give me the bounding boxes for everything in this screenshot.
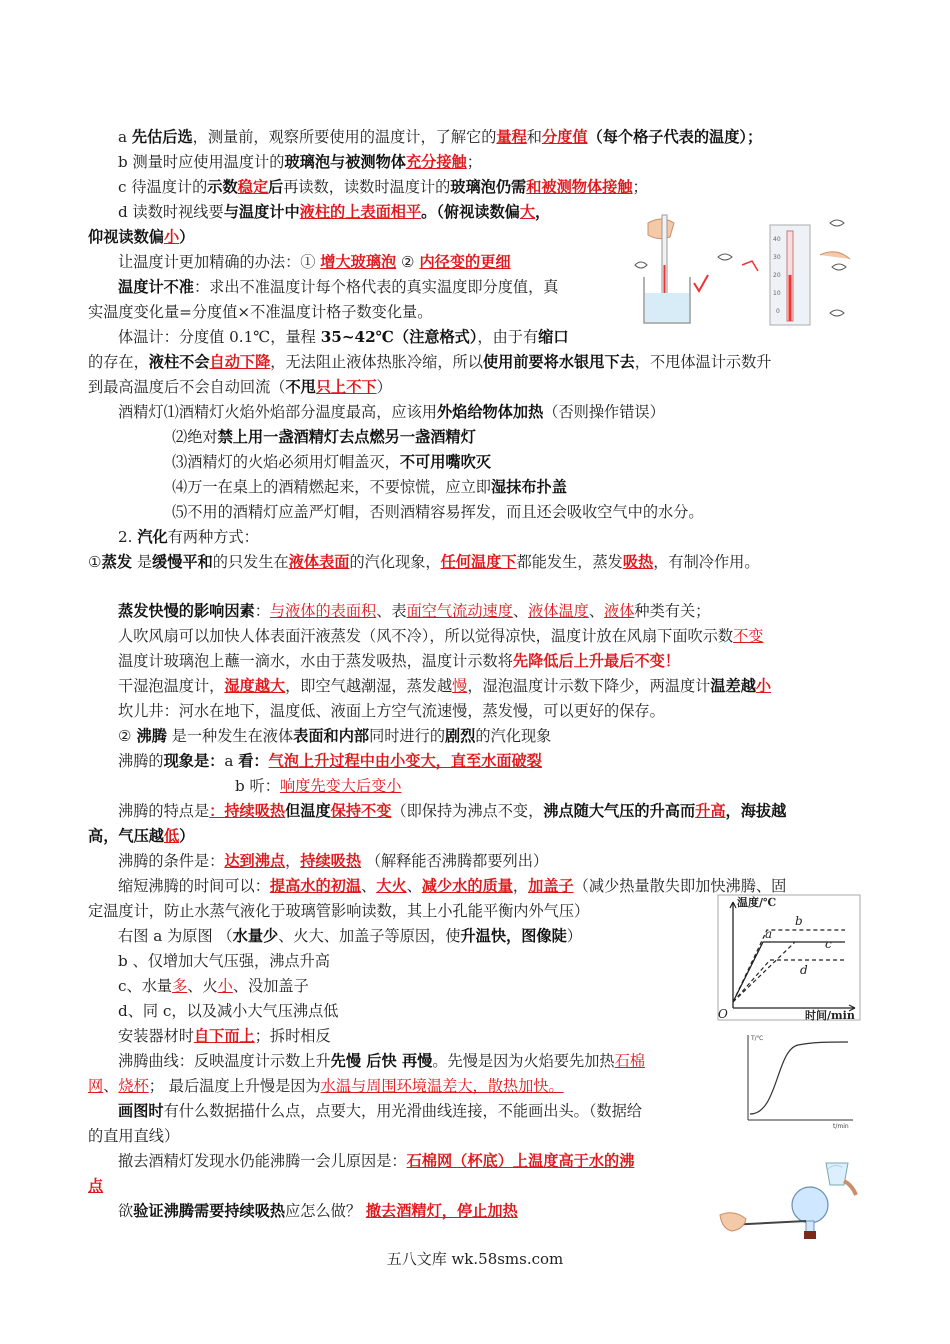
text: 的汽化现象 (475, 727, 552, 745)
text-line (118, 674, 771, 698)
key-term: 液柱的上表面相平 (299, 203, 422, 221)
key-term: 自动下降 (209, 353, 271, 371)
text-line (88, 1074, 564, 1098)
text: 的存在， (88, 353, 149, 371)
text-line (88, 375, 392, 399)
text-line (118, 874, 786, 898)
text-line (172, 450, 491, 474)
text: ⑶酒精灯的火焰必须用灯帽盖灭， (172, 453, 400, 471)
key-term: 达到沸点 (224, 852, 286, 870)
curve-label-d: d (800, 963, 808, 977)
text: 沸腾的条件是： (118, 852, 225, 870)
text-line (118, 200, 550, 224)
bold-text: 缓慢平和 (152, 553, 213, 571)
svg-text:20: 20 (773, 272, 781, 279)
key-term: 撤去酒精灯，停止加热 (365, 1202, 518, 1220)
bold-text: 禁上用一盏酒精灯去点燃另一盏酒精灯 (217, 428, 476, 446)
x-axis-label: t/min (833, 1123, 849, 1130)
text: （即保持为沸点不变， (391, 802, 544, 820)
bold-text: 先估后选 (131, 128, 193, 146)
eye-icon (718, 254, 732, 260)
boiling-curve (750, 1042, 848, 1114)
text: ； 最后温度上升慢是因为 (148, 1077, 321, 1095)
key-term: 内径变的更细 (419, 253, 511, 271)
eye-icon (635, 262, 647, 268)
curve-label-a: a (765, 927, 773, 941)
text: ； (466, 153, 482, 171)
text: 体温计：分度值 0.1℃，量程 (118, 328, 321, 346)
bold-text: 湿抹布扑盖 (490, 478, 567, 496)
text: 实温度变化量=分度值×不准温度计格子数变化量。 (88, 303, 433, 321)
text: 、 (361, 877, 377, 895)
bold-text: 表面和内部 (293, 727, 370, 745)
text: 安装器材时 (118, 1027, 194, 1045)
key-term: 水温与周围环境温差大，散热加快。 (320, 1077, 564, 1095)
text: 的直用直线） (88, 1127, 180, 1145)
curve-label-b: b (795, 914, 803, 928)
text: 酒精灯⑴酒精灯火焰外焰部分温度最高，应该用 (118, 403, 437, 421)
text: 种类有关； (634, 602, 711, 620)
bold-text: 水量少 (232, 927, 279, 945)
bold-text: 升温快，图像陡 (460, 927, 567, 945)
text-line (172, 425, 476, 449)
text: ，即空气越潮湿，蒸发越 (285, 677, 453, 695)
text: ，有制冷作用。 (653, 553, 760, 571)
text-line (118, 325, 569, 349)
text: （解释能否沸腾都要列出） (361, 852, 549, 870)
key-term: 低 (163, 827, 180, 845)
text: 、没加盖子 (232, 977, 309, 995)
key-term: ：持续吸热 (209, 802, 286, 820)
text: 干湿泡温度计， (118, 677, 225, 695)
bold-text: 不可用嘴吹灭 (399, 453, 491, 471)
bold-text: 示数 (207, 178, 238, 196)
text-line (118, 699, 665, 723)
bold-text: 沸腾 (136, 727, 167, 745)
text-line (118, 799, 786, 823)
text: ，测量前，观察所要使用的温度计，了解它的 (192, 128, 497, 146)
key-term: 充分接触 (405, 153, 467, 171)
key-term: 石棉 (614, 1052, 645, 1070)
key-term: 点 (88, 1177, 104, 1195)
bold-text: ） (179, 827, 195, 845)
text: 撤去酒精灯发现水仍能沸腾一会儿原因是： (118, 1152, 407, 1170)
svg-text:30: 30 (773, 254, 781, 261)
text: c 待温度计的 (118, 178, 208, 196)
text-line (118, 150, 482, 174)
text: ；拆时相反 (254, 1027, 331, 1045)
svg-text:0: 0 (776, 308, 780, 315)
text: 让温度计更加精确的办法：① (118, 253, 321, 271)
bold-text: 蒸发 (101, 553, 132, 571)
hand-icon (720, 1213, 746, 1231)
text: 2. (118, 528, 138, 546)
text: 。先慢是因为火焰要先加热 (432, 1052, 615, 1070)
text-line (118, 649, 680, 673)
text-line (118, 1149, 634, 1173)
text: 的汽化现象， (349, 553, 441, 571)
key-term: 只上不下 (315, 378, 377, 396)
bold-text: 看： (238, 752, 269, 770)
bold-text: 但温度 (285, 802, 331, 820)
key-term: 烧杯 (118, 1077, 149, 1095)
text-line (118, 949, 330, 973)
bold-text: 高，气压越 (88, 827, 164, 845)
text: ； (632, 178, 648, 196)
text-line (118, 749, 542, 773)
text: 沸腾的 (118, 752, 164, 770)
text: ，由于有 (477, 328, 539, 346)
text: ⑵绝对 (172, 428, 218, 446)
text-line (118, 1049, 645, 1073)
key-term: 稳定 (237, 178, 269, 196)
text-line (118, 1099, 642, 1123)
eye-icon (830, 310, 844, 316)
text: 、火 (187, 977, 218, 995)
key-term: 提高水的初温 (269, 877, 361, 895)
text: ⑸不用的酒精灯应盖严灯帽，否则酒精容易挥发，而且还会吸收空气中的水分。 (172, 503, 704, 521)
key-term: 大火 (376, 877, 407, 895)
text-line (118, 250, 511, 274)
bold-text: 汽化 (137, 528, 168, 546)
bold-text: ， (535, 203, 551, 221)
bold-text: 沸点随大气压的升高而 (543, 802, 696, 820)
eye-icon (830, 220, 844, 226)
hand-icon (648, 219, 674, 239)
text-line (172, 475, 567, 499)
key-term: 响度先变大后变小 (279, 777, 402, 795)
bold-text: 玻璃泡与被测物体 (284, 153, 406, 171)
text-line (118, 275, 558, 299)
text-line (118, 525, 259, 549)
key-term: 升高 (695, 802, 726, 820)
text-line (118, 175, 648, 199)
text: ：求出不准温度计每个格代表的真实温度即分度值，真 (193, 278, 559, 296)
bold-text: ，海拔越 (725, 802, 787, 820)
thermometer-liquid-icon (789, 275, 792, 321)
text-line (88, 300, 432, 324)
text: 欲 (118, 1202, 134, 1220)
key-term: 面空气流动速度 (406, 602, 513, 620)
text: 、 (512, 602, 529, 620)
bold-text: 先慢 后快 再慢 (330, 1052, 433, 1070)
key-term: 先降低后上升最后不变！ (512, 652, 680, 670)
bold-text: 现象是： (163, 752, 225, 770)
stopper-icon (804, 1231, 816, 1239)
bold-text: 温差越 (710, 677, 756, 695)
text: 坎儿井：河水在地下，温度低、液面上方空气流速慢，蒸发慢，可以更好的保存。 (118, 702, 665, 720)
text: d、同 c，以及减小大气压沸点低 (118, 1002, 339, 1020)
text: 沸腾曲线：反映温度计示数上升 (118, 1052, 331, 1070)
text: a (224, 752, 239, 770)
text: 到最高温度后不会自动回流（ (88, 378, 286, 396)
text: d 读数时视线要 (118, 203, 224, 221)
text: b 听： (235, 777, 280, 795)
text: 沸腾的特点是 (118, 802, 210, 820)
y-axis-label: 温度/℃ (737, 896, 777, 909)
key-term: 液体 (604, 602, 635, 620)
bold-text: 后 (268, 178, 284, 196)
temperature-time-graph (715, 890, 865, 1025)
text-line (235, 774, 401, 798)
key-term: 持续吸热 (300, 852, 361, 870)
origin-label: O (718, 1007, 728, 1021)
y-axis-label: T/℃ (751, 1035, 764, 1042)
bold-text: 画图时 (118, 1102, 164, 1120)
text: ： (254, 602, 270, 620)
text: ，湿泡温度计示数下降少，两温度计 (467, 677, 711, 695)
bold-text: 剧烈 (445, 727, 476, 745)
boiling-curve-graph (738, 1030, 858, 1130)
text: 右图 a 为原图 （ (118, 927, 233, 945)
key-term: 多 (172, 977, 188, 995)
key-term: 液体表面 (288, 553, 350, 571)
bold-text: 液柱不会 (148, 353, 210, 371)
text: 再读数，读数时温度计的 (283, 178, 451, 196)
bold-text: 玻璃泡仍需 (450, 178, 527, 196)
curve-label-c: c (825, 937, 832, 951)
text: ， (512, 877, 529, 895)
text: 、 (588, 602, 604, 620)
bold-text: 缩口 (538, 328, 569, 346)
text-line (88, 899, 589, 923)
flask-experiment-figure (718, 1155, 858, 1245)
key-term: 吸热 (622, 553, 654, 571)
key-term: 慢 (452, 677, 468, 695)
text-line (88, 225, 194, 249)
text: 的只发生在 (212, 553, 289, 571)
text: 温度计玻璃泡上蘸一滴水，水由于蒸发吸热，温度计示数将 (118, 652, 513, 670)
bold-text: 。（俯视读数偏 (421, 203, 520, 221)
text: a (118, 128, 132, 146)
water-icon (645, 293, 689, 322)
key-term: 石棉网（杯底）上温度高于水的沸 (406, 1152, 635, 1170)
key-term: 自下而上 (193, 1027, 255, 1045)
bold-text: ） (179, 228, 195, 246)
key-term: 和被测物体接触 (526, 178, 633, 196)
text-line (118, 1024, 331, 1048)
text: 同时进行的 (369, 727, 446, 745)
text-line (88, 824, 194, 848)
bold-text: （每个格子代表的温度）； (587, 128, 763, 146)
svg-text:10: 10 (773, 290, 781, 297)
bold-text: 不甩 (285, 378, 316, 396)
footer-watermark: 五八文库 wk.58sms.com (386, 1250, 564, 1268)
text: ） (376, 378, 392, 396)
text: ，无法阻止液体热胀冷缩，所以 (270, 353, 483, 371)
text-line (88, 1174, 103, 1198)
text: ① (88, 553, 102, 571)
text: ② (118, 727, 137, 745)
text-line (118, 999, 339, 1023)
key-term: 减少水的质量 (421, 877, 513, 895)
key-term: 任何温度下 (440, 553, 517, 571)
text: 是一种发生在液体 (166, 727, 294, 745)
key-term: 不变 (733, 627, 764, 645)
text-line (88, 1124, 179, 1148)
text: 是 (132, 553, 153, 571)
text: 、表 (376, 602, 407, 620)
key-term: 小 (163, 228, 180, 246)
text: 有两种方式： (167, 528, 259, 546)
key-term: 液体温度 (528, 602, 589, 620)
text-line (88, 350, 771, 374)
bold-text: 使用前要将水银甩下去 (482, 353, 635, 371)
text: c、水量 (118, 977, 173, 995)
thermometer-reading-figure (630, 205, 860, 330)
key-term: 分度值 (541, 128, 588, 146)
bold-text: 温度计不准 (118, 278, 194, 296)
text-line (118, 1199, 518, 1223)
bold-text: 验证沸腾需要持续吸热 (133, 1202, 286, 1220)
text-line (88, 550, 760, 574)
text-line (118, 599, 710, 623)
text-line (118, 400, 665, 424)
text-line (118, 924, 582, 948)
text: （否则操作错误） (543, 403, 665, 421)
key-term: 与液体的表面积 (269, 602, 377, 620)
text: ） (566, 927, 582, 945)
key-term: 气泡上升过程中由小变大，直至水面破裂 (268, 752, 542, 770)
bold-text: 仰视读数偏 (88, 228, 164, 246)
text-line (172, 500, 704, 524)
graph-frame (718, 895, 860, 1020)
text: 、 (103, 1077, 119, 1095)
text-line (118, 849, 548, 873)
text-line (118, 974, 309, 998)
text-line (118, 125, 762, 149)
bold-text: 外焰给物体加热 (436, 403, 544, 421)
hand-icon (844, 1181, 856, 1195)
key-term: 小 (755, 677, 772, 695)
key-term: 加盖子 (528, 877, 574, 895)
text-line (118, 624, 763, 648)
text: b 测量时应使用温度计的 (118, 153, 285, 171)
key-term: 小 (217, 977, 233, 995)
key-term: 湿度越大 (224, 677, 286, 695)
text: 都能发生，蒸发 (516, 553, 623, 571)
svg-text:40: 40 (773, 236, 781, 243)
text: 定温度计，防止水蒸气液化于玻璃管影响读数，其上小孔能平衡内外气压） (88, 902, 590, 920)
key-term: 量程 (496, 128, 527, 146)
text: （减少热量散失即加快沸腾、固 (573, 877, 787, 895)
bold-text: 与温度计中 (223, 203, 300, 221)
text: 和 (526, 128, 542, 146)
text: ， (285, 852, 301, 870)
bold-text: 蒸发快慢的影响因素 (118, 602, 255, 620)
key-term: 保持不变 (330, 802, 392, 820)
eye-icon (832, 264, 846, 270)
text: 人吹风扇可以加快人体表面汗液蒸发（风不冷），所以觉得凉快，温度计放在风扇下面吹示数 (118, 627, 734, 645)
text: 、火大、加盖子等原因，使 (278, 927, 461, 945)
text: ⑷万一在桌上的酒精燃起来，不要惊慌，应立即 (172, 478, 491, 496)
text: 、 (406, 877, 422, 895)
text: ② (396, 253, 420, 271)
x-axis-label: 时间/min (805, 1009, 855, 1022)
text: ，不甩体温计示数升 (634, 353, 772, 371)
flask-icon (792, 1187, 828, 1223)
key-term: 网 (88, 1077, 104, 1095)
text: b 、仅增加大气压强，沸点升高 (118, 952, 330, 970)
key-term: 大 (519, 203, 536, 221)
text-line (118, 724, 551, 748)
key-term: 增大玻璃泡 (320, 253, 397, 271)
text: 缩短沸腾的时间可以： (118, 877, 270, 895)
text: 有什么数据描什么点，点要大，用光滑曲线连接，不能画出头。（数据给 (163, 1102, 642, 1120)
bold-text: 35~42℃（注意格式） (320, 328, 478, 346)
text: 应怎么做？ (285, 1202, 366, 1220)
